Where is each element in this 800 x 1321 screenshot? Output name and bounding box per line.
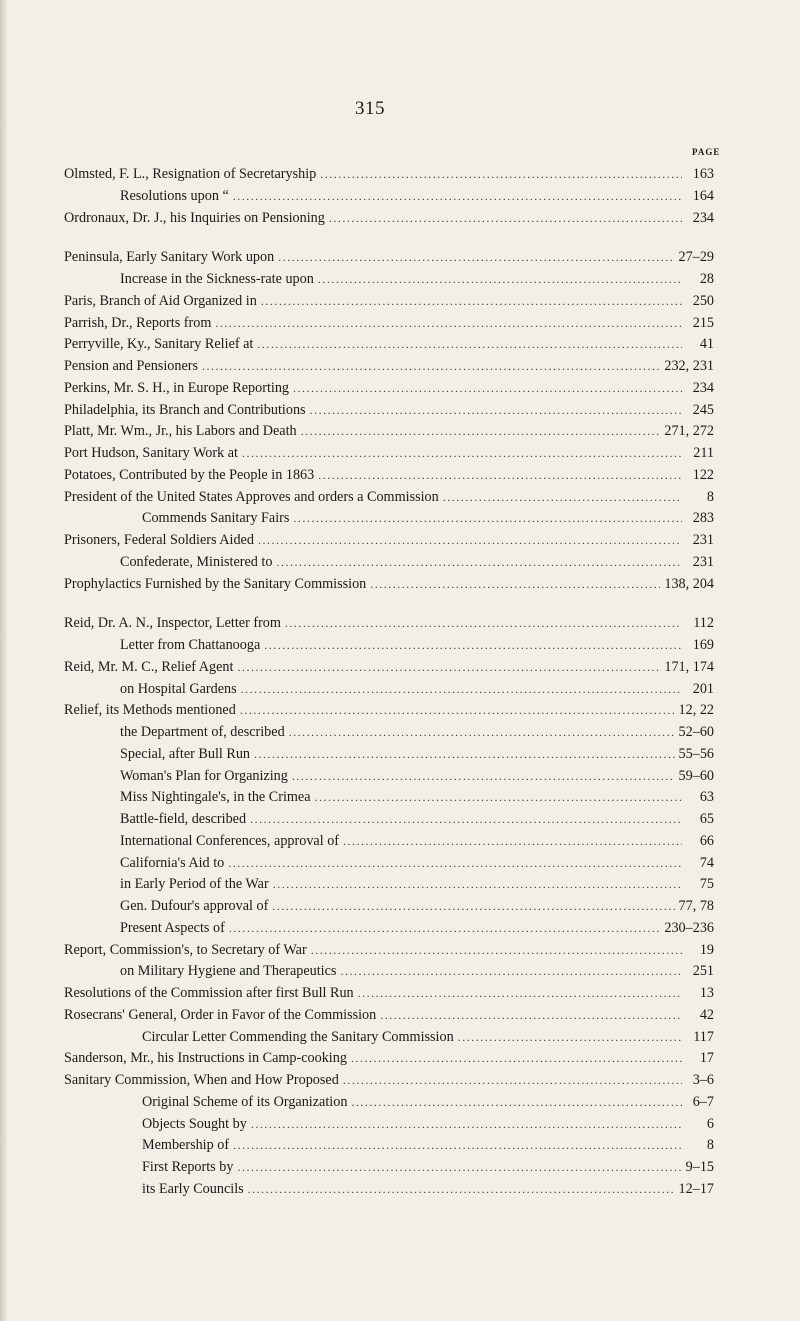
index-entry bbox=[64, 247, 714, 269]
dot-leader bbox=[237, 1157, 681, 1179]
index-entry bbox=[64, 530, 714, 552]
index-entry bbox=[64, 334, 714, 356]
index-entry bbox=[64, 766, 714, 788]
dot-leader bbox=[301, 421, 661, 443]
entry-page: 65 bbox=[699, 811, 714, 827]
entry-text: Peninsula, Early Sanitary Work upon bbox=[64, 249, 275, 266]
dot-leader bbox=[285, 613, 682, 635]
dot-leader bbox=[258, 530, 682, 552]
entry-text: the Department of, described bbox=[120, 724, 285, 740]
dot-leader bbox=[380, 1005, 682, 1027]
entry-page: 77, 78 bbox=[678, 898, 714, 914]
entry-page: 6–7 bbox=[692, 1093, 714, 1110]
entry-text: Sanitary Commission, When and How Proposed bbox=[64, 1072, 339, 1088]
index-entry bbox=[64, 356, 714, 378]
entry-page: 8 bbox=[706, 1137, 714, 1154]
dot-leader bbox=[351, 1048, 682, 1070]
entry-page: 234 bbox=[692, 209, 714, 226]
dot-leader bbox=[310, 400, 682, 422]
dot-leader bbox=[237, 657, 660, 679]
entry-text: Potatoes, Contributed by the People in 1863 bbox=[64, 466, 315, 483]
entry-text: Prisoners, Federal Soldiers Aided bbox=[64, 532, 254, 548]
index-entry bbox=[64, 787, 714, 809]
dot-leader bbox=[272, 896, 674, 918]
index-entry bbox=[64, 487, 714, 509]
dot-leader bbox=[257, 334, 682, 356]
entry-text: Membership of bbox=[142, 1137, 230, 1154]
index-entry bbox=[64, 1092, 714, 1114]
dot-leader bbox=[358, 983, 682, 1005]
index-entry bbox=[64, 313, 714, 335]
entry-page: 8 bbox=[706, 488, 714, 505]
entry-text: Perkins, Mr. S. H., in Europe Reporting bbox=[64, 379, 290, 396]
entry-text: Sanderson, Mr., his Instructions in Camp-cooking bbox=[64, 1050, 347, 1067]
entry-text: Letter from Chattanooga bbox=[120, 637, 261, 653]
entry-text: Parrish, Dr., Reports from bbox=[64, 314, 212, 331]
entry-text: Commends Sanitary Fairs bbox=[142, 510, 290, 527]
index-entry bbox=[64, 1179, 714, 1201]
dot-leader bbox=[264, 635, 682, 657]
entry-text: Reid, Dr. A. N., Inspector, Letter from bbox=[64, 615, 281, 632]
entry-page: 230–236 bbox=[664, 919, 714, 936]
entry-page: 164 bbox=[692, 187, 714, 204]
entry-page: 201 bbox=[692, 680, 714, 697]
entry-text: Report, Commission's, to Secretary of War bbox=[64, 941, 307, 958]
index-entry bbox=[64, 421, 714, 443]
entry-page: 231 bbox=[692, 553, 714, 570]
entry-page: 171, 174 bbox=[664, 658, 714, 675]
index-group bbox=[64, 164, 714, 229]
dot-leader bbox=[242, 443, 682, 465]
entry-page: 271, 272 bbox=[664, 423, 714, 440]
index-entry bbox=[64, 700, 714, 722]
entry-page: 283 bbox=[692, 510, 714, 527]
dot-leader bbox=[320, 164, 682, 186]
index-entry bbox=[64, 508, 714, 530]
entry-page: 28 bbox=[699, 271, 714, 287]
index-entry bbox=[64, 896, 714, 918]
entry-page: 9–15 bbox=[685, 1159, 714, 1175]
index-entry bbox=[64, 1157, 714, 1179]
dot-leader bbox=[250, 809, 682, 831]
entry-text: Ordronaux, Dr. J., his Inquiries on Pensioning bbox=[64, 209, 325, 226]
dot-leader bbox=[202, 356, 660, 378]
entry-text: Platt, Mr. Wm., Jr., his Labors and Death bbox=[64, 423, 297, 440]
dot-leader bbox=[370, 574, 660, 596]
index-entry bbox=[64, 1070, 714, 1092]
entry-page: 232, 231 bbox=[664, 358, 714, 374]
entry-page: 12, 22 bbox=[678, 702, 714, 719]
entry-page: 63 bbox=[699, 789, 714, 806]
dot-leader bbox=[329, 208, 682, 230]
index-entry bbox=[64, 1027, 714, 1049]
entry-page: 211 bbox=[693, 445, 714, 461]
entry-page: 17 bbox=[699, 1050, 714, 1067]
dot-leader bbox=[343, 831, 682, 853]
index-entry bbox=[64, 378, 714, 400]
index-entry bbox=[64, 465, 714, 487]
entry-text: Olmsted, F. L., Resignation of Secretaryship bbox=[64, 166, 317, 182]
entry-page: 13 bbox=[699, 985, 714, 1001]
dot-leader bbox=[251, 1114, 682, 1136]
dot-leader bbox=[315, 787, 682, 809]
entry-page: 112 bbox=[693, 615, 714, 632]
index-entry bbox=[64, 918, 714, 940]
index-entry bbox=[64, 208, 714, 230]
index-entry bbox=[64, 940, 714, 962]
dot-leader bbox=[233, 186, 682, 208]
index-entry bbox=[64, 874, 714, 896]
dot-leader bbox=[254, 744, 675, 766]
entry-text: Circular Letter Commending the Sanitary Commission bbox=[142, 1028, 454, 1045]
index-entry bbox=[64, 1005, 714, 1027]
dot-leader bbox=[340, 961, 682, 983]
dot-leader bbox=[318, 465, 682, 487]
entry-text: on Hospital Gardens bbox=[120, 680, 237, 697]
dot-leader bbox=[318, 269, 682, 291]
index-entry bbox=[64, 635, 714, 657]
index-entry bbox=[64, 613, 714, 635]
index-entry bbox=[64, 679, 714, 701]
index-entry bbox=[64, 961, 714, 983]
entry-page: 42 bbox=[699, 1006, 714, 1023]
entry-page: 138, 204 bbox=[664, 575, 714, 592]
index-list bbox=[64, 164, 714, 1219]
dot-leader bbox=[278, 247, 674, 269]
dot-leader bbox=[215, 313, 682, 335]
entry-text: Woman's Plan for Organizing bbox=[120, 767, 288, 784]
page-number: 315 bbox=[355, 98, 385, 119]
index-entry bbox=[64, 164, 714, 186]
dot-leader bbox=[311, 940, 682, 962]
entry-page: 12–17 bbox=[678, 1180, 714, 1197]
entry-text: Prophylactics Furnished by the Sanitary Commission bbox=[64, 575, 367, 592]
entry-text: Philadelphia, its Branch and Contributions bbox=[64, 401, 306, 418]
index-entry bbox=[64, 400, 714, 422]
entry-text: President of the United States Approves and orders a Commission bbox=[64, 488, 439, 505]
entry-text: Resolutions of the Commission after first Bull Run bbox=[64, 985, 354, 1001]
dot-leader bbox=[240, 700, 675, 722]
dot-leader bbox=[248, 1179, 675, 1201]
dot-leader bbox=[289, 722, 675, 744]
entry-page: 41 bbox=[699, 336, 714, 353]
entry-page: 75 bbox=[699, 876, 714, 893]
page-column-heading: PAGE bbox=[692, 147, 721, 157]
dot-leader bbox=[276, 552, 682, 574]
index-entry bbox=[64, 744, 714, 766]
entry-text: Resolutions upon “ bbox=[120, 187, 229, 204]
entry-text: Rosecrans' General, Order in Favor of the Commission bbox=[64, 1006, 377, 1023]
dot-leader bbox=[343, 1070, 682, 1092]
entry-text: Port Hudson, Sanitary Work at bbox=[64, 445, 238, 461]
index-entry bbox=[64, 983, 714, 1005]
dot-leader bbox=[233, 1135, 682, 1157]
entry-text: Increase in the Sickness-rate upon bbox=[120, 271, 314, 287]
entry-page: 6 bbox=[706, 1115, 714, 1132]
entry-text: First Reports by bbox=[142, 1159, 234, 1175]
index-entry bbox=[64, 269, 714, 291]
index-entry bbox=[64, 443, 714, 465]
index-group bbox=[64, 247, 714, 595]
entry-text: Miss Nightingale's, in the Crimea bbox=[120, 789, 311, 806]
entry-text: on Military Hygiene and Therapeutics bbox=[120, 963, 337, 980]
entry-text: Confederate, Ministered to bbox=[120, 553, 273, 570]
entry-text: Original Scheme of its Organization bbox=[142, 1093, 348, 1110]
entry-text: in Early Period of the War bbox=[120, 876, 269, 893]
page-edge-shadow bbox=[0, 0, 7, 1321]
dot-leader bbox=[458, 1027, 682, 1049]
entry-page: 122 bbox=[692, 466, 714, 483]
index-entry bbox=[64, 1114, 714, 1136]
entry-text: Battle-field, described bbox=[120, 811, 247, 827]
index-entry bbox=[64, 1135, 714, 1157]
dot-leader bbox=[293, 508, 682, 530]
index-entry bbox=[64, 1048, 714, 1070]
entry-page: 3–6 bbox=[692, 1072, 714, 1088]
dot-leader bbox=[273, 874, 682, 896]
index-entry bbox=[64, 552, 714, 574]
entry-page: 234 bbox=[692, 379, 714, 396]
entry-page: 250 bbox=[692, 292, 714, 309]
entry-page: 59–60 bbox=[678, 767, 714, 784]
dot-leader bbox=[293, 378, 682, 400]
dot-leader bbox=[292, 766, 675, 788]
entry-text: Relief, its Methods mentioned bbox=[64, 702, 236, 719]
dot-leader bbox=[351, 1092, 682, 1114]
entry-text: Reid, Mr. M. C., Relief Agent bbox=[64, 658, 234, 675]
entry-page: 169 bbox=[692, 637, 714, 653]
dot-leader bbox=[443, 487, 682, 509]
index-entry bbox=[64, 574, 714, 596]
entry-page: 66 bbox=[699, 832, 714, 849]
entry-page: 117 bbox=[693, 1028, 714, 1045]
entry-page: 163 bbox=[692, 166, 714, 182]
entry-text: International Conferences, approval of bbox=[120, 832, 340, 849]
entry-page: 52–60 bbox=[678, 724, 714, 740]
entry-text: Special, after Bull Run bbox=[120, 745, 251, 762]
entry-page: 19 bbox=[699, 941, 714, 958]
index-entry bbox=[64, 853, 714, 875]
entry-page: 231 bbox=[692, 532, 714, 548]
entry-text: Present Aspects of bbox=[120, 919, 225, 936]
index-group bbox=[64, 613, 714, 1200]
dot-leader bbox=[229, 918, 661, 940]
entry-page: 251 bbox=[692, 963, 714, 980]
entry-page: 27–29 bbox=[678, 249, 714, 266]
index-entry bbox=[64, 291, 714, 313]
entry-text: Paris, Branch of Aid Organized in bbox=[64, 292, 257, 309]
index-entry bbox=[64, 722, 714, 744]
entry-text: Objects Sought by bbox=[142, 1115, 247, 1132]
index-entry bbox=[64, 809, 714, 831]
entry-page: 74 bbox=[699, 854, 714, 871]
index-entry bbox=[64, 831, 714, 853]
entry-page: 55–56 bbox=[678, 745, 714, 762]
index-entry bbox=[64, 186, 714, 208]
entry-text: California's Aid to bbox=[120, 854, 225, 871]
dot-leader bbox=[228, 853, 682, 875]
index-entry bbox=[64, 657, 714, 679]
dot-leader bbox=[241, 679, 682, 701]
entry-text: Pension and Pensioners bbox=[64, 358, 198, 374]
entry-text: Perryville, Ky., Sanitary Relief at bbox=[64, 336, 254, 353]
entry-page: 245 bbox=[692, 401, 714, 418]
dot-leader bbox=[261, 291, 682, 313]
entry-text: Gen. Dufour's approval of bbox=[120, 898, 269, 914]
entry-page: 215 bbox=[692, 314, 714, 331]
entry-text: its Early Councils bbox=[142, 1180, 244, 1197]
